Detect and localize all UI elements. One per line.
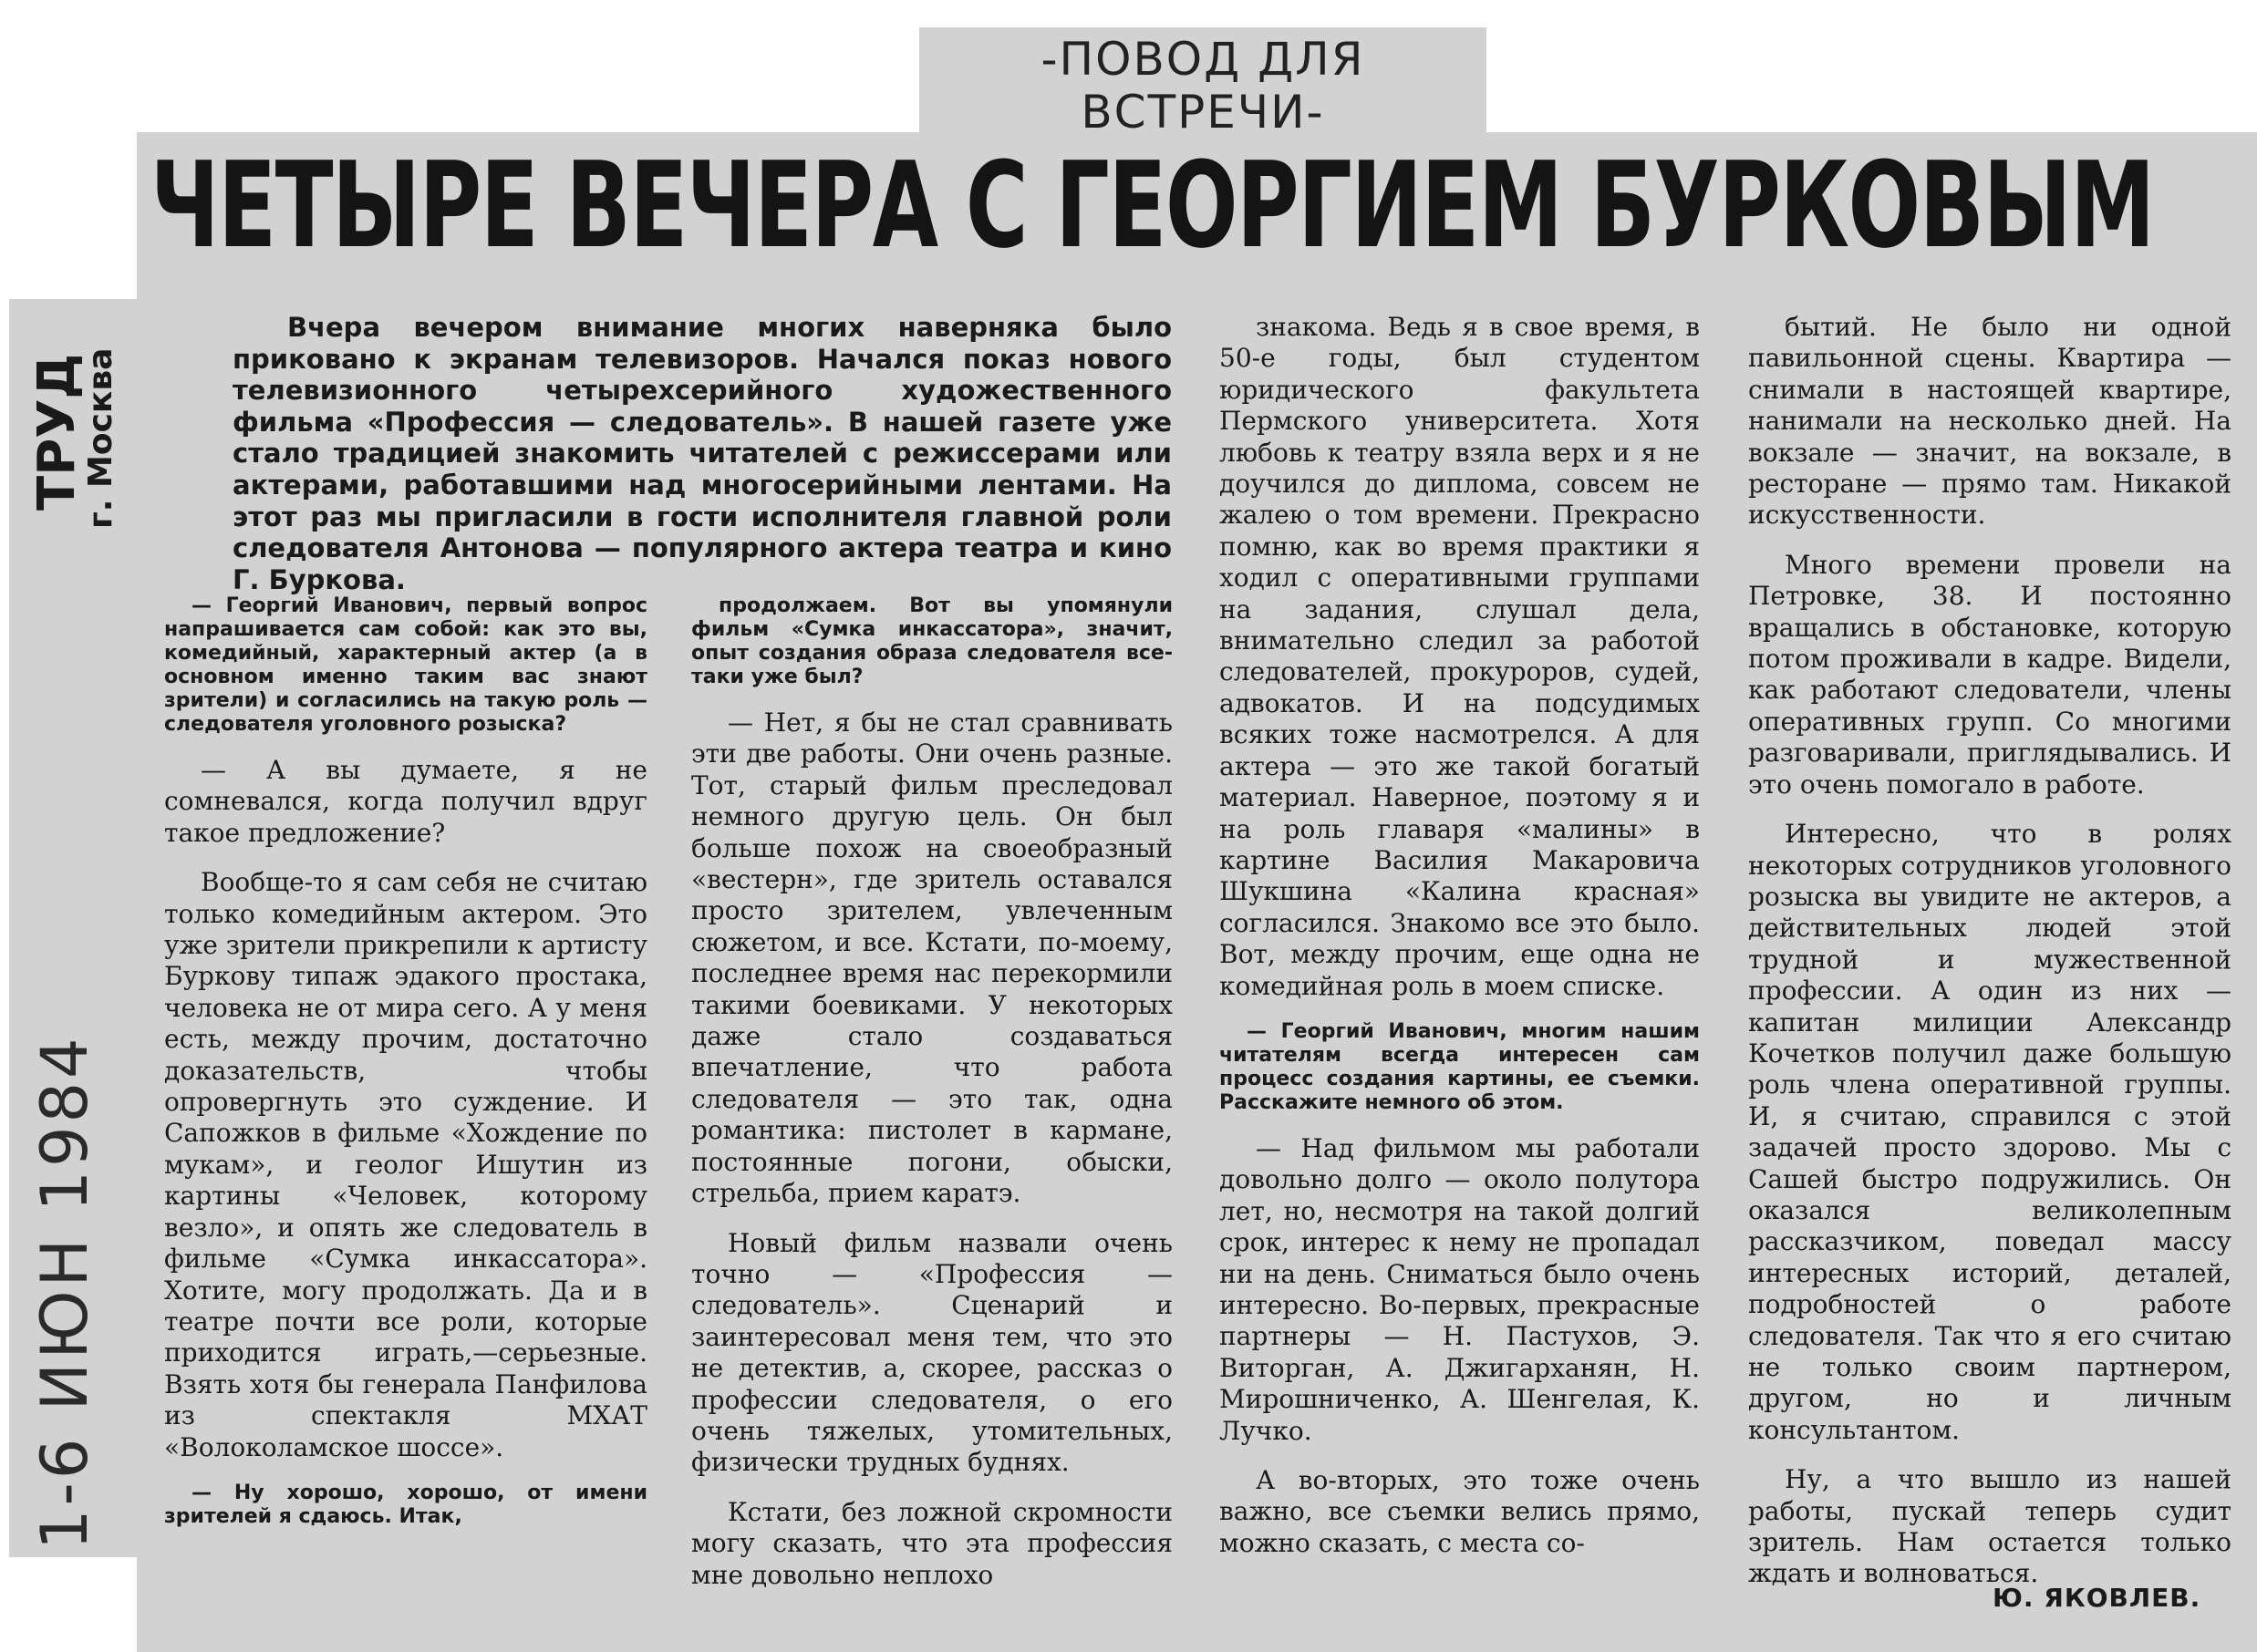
- answer-paragraph: — А вы думаете, я не сомневался, когда получил вдруг такое предложение?: [164, 755, 647, 848]
- newspaper-name: ТРУД: [27, 353, 87, 511]
- rubric-label: -ПОВОД ДЛЯ ВСТРЕЧИ-: [1040, 33, 1365, 139]
- answer-paragraph: бытий. Не было ни одной павильонной сцены. Квартира — снимали в настоящей квартире, нанимали на несколько дней. На вокзале — значит, на вокзале, в ресторане — прямо там. Никакой искусственности.: [1748, 312, 2231, 531]
- date-stamp: 1-6 ИЮН 1984: [27, 1034, 102, 1550]
- article-column-3: [1219, 312, 1700, 1559]
- intro-paragraph: Вчера вечером внимание многих наверняка было приковано к экранам телевизоров. Начался показ нового телевизионного четырехсерийного художественного фильма «Профессия — следователь». В нашей газете уже стало традицией знакомить читателей с режиссерами или актерами, работавшими над многосерийными лентами. На этот раз мы пригласили в гости исполнителя главной роли следователя Антонова — популярного актера театра и кино Г. Буркова.: [233, 312, 1172, 595]
- question-paragraph: — Ну хорошо, хорошо, от имени зрителей я сдаюсь. Итак,: [164, 1481, 647, 1528]
- answer-paragraph: — Нет, я бы не стал сравнивать эти две работы. Они очень разные. Тот, старый фильм преследовал немного другую цель. Он был больше похож на своеобразный «вестерн», где зритель оставался просто зрителем, увлеченным сюжетом, и все. Кстати, по-моему, последнее время нас перекормили такими боевиками. У некоторых даже стало создаваться впечатление, что работа следователя — это так, одна романтика: пистолет в кармане, постоянные погони, обыски, стрельба, прием каратэ.: [691, 707, 1173, 1209]
- answer-paragraph: знакома. Ведь я в свое время, в 50-е годы, был студентом юридического факультета Пермского университета. Хотя любовь к театру взяла верх и я не доучился до диплома, совсем не жалею о том времени. Прекрасно помню, как во время практики я ходил с оперативными группами на задания, слушал дела, внимательно следил за работой следователей, прокуроров, судей, адвокатов. И на подсудимых всяких тоже насмотрелся. А для актера — это же такой богатый материал. Наверное, поэтому я и на роль главаря «малины» в картине Василия Макаровича Шукшина «Калина красная» согласился. Знакомо все это было. Вот, между прочим, еще одна не комедийная роль в моем списке.: [1219, 312, 1700, 1001]
- question-paragraph: продолжаем. Вот вы упомянули фильм «Сумка инкассатора», значит, опыт создания образа следователя все-таки уже был?: [691, 594, 1173, 688]
- article-column-4: [1748, 312, 2231, 1590]
- newspaper-city: г. Москва: [82, 347, 119, 529]
- article-column-2: [691, 594, 1173, 1591]
- answer-paragraph: Интересно, что в ролях некоторых сотрудников уголовного розыска вы увидите не актеров, а действительных людей этой трудной и мужественной профессии. А один из них — капитан милиции Александр Кочетков получил даже большую роль члена оперативной группы. И, я считаю, справился с этой задачей просто здорово. Мы с Сашей быстро подружились. Он оказался великолепным рассказчиком, поведал массу интересных историй, деталей, подробностей о работе следователя. Так что я его считаю не только своим партнером, другом, но и личным консультантом.: [1748, 819, 2231, 1445]
- article-column-1: [164, 594, 647, 1529]
- answer-paragraph: — Над фильмом мы работали довольно долго — около полутора лет, но, несмотря на такой долгий срок, интерес к нему не пропадал ни на день. Сниматься было очень интересно. Во-первых, прекрасные партнеры — Н. Пастухов, Э. Виторган, А. Джигарханян, Н. Мирошниченко, А. Шенгелая, К. Лучко.: [1219, 1132, 1700, 1446]
- author-signature: Ю. ЯКОВЛЕВ.: [1993, 1583, 2201, 1613]
- answer-paragraph: Кстати, без ложной скромности могу сказать, что эта профессия мне довольно неплохо: [691, 1496, 1173, 1590]
- answer-paragraph: Ну, а что вышло из нашей работы, пускай теперь судит зритель. Нам остается только ждать и волноваться.: [1748, 1464, 2231, 1589]
- answer-paragraph: А во-вторых, это тоже очень важно, все съемки велись прямо, можно сказать, с места со-: [1219, 1465, 1700, 1558]
- headline: ЧЕТЫРЕ ВЕЧЕРА С ГЕОРГИЕМ БУРКОВЫМ: [150, 136, 2154, 274]
- answer-paragraph: Много времени провели на Петровке, 38. И постоянно вращались в обстановке, которую потом проживали в кадре. Видели, как работают следователи, члены оперативных групп. Со многими разговаривали, приглядывались. И это очень помогало в работе.: [1748, 549, 2231, 800]
- question-paragraph: — Георгий Иванович, первый вопрос напрашивается сам собой: как это вы, комедийный, характерный актер (а в основном именно таким вас знают зрители) и согласились на такую роль — следователя уголовного розыска?: [164, 594, 647, 736]
- answer-paragraph: Новый фильм назвали очень точно — «Профессия — следователь». Сценарий и заинтересовал меня тем, что это не детектив, а, скорее, рассказ о профессии следователя, о его очень тяжелых, утомительных, физически трудных буднях.: [691, 1227, 1173, 1478]
- answer-paragraph: Вообще-то я сам себя не считаю только комедийным актером. Это уже зрители прикрепили к артисту Буркову типаж эдакого простака, человека не от мира сего. А у меня есть, между прочим, достаточно доказательств, чтобы опровергнуть это суждение. И Сапожков в фильме «Хождение по мукам», и геолог Ишутин из картины «Человек, которому везло», и опять же следователь в фильме «Сумка инкассатора». Хотите, могу продолжать. Да и в театре почти все роли, которые приходится играть,—серьезные. Взять хотя бы генерала Панфилова из спектакля МХАТ «Волоколамское шоссе».: [164, 867, 647, 1462]
- question-paragraph: — Георгий Иванович, многим нашим читателям всегда интересен сам процесс создания картины, ее съемки. Расскажите немного об этом.: [1219, 1019, 1700, 1114]
